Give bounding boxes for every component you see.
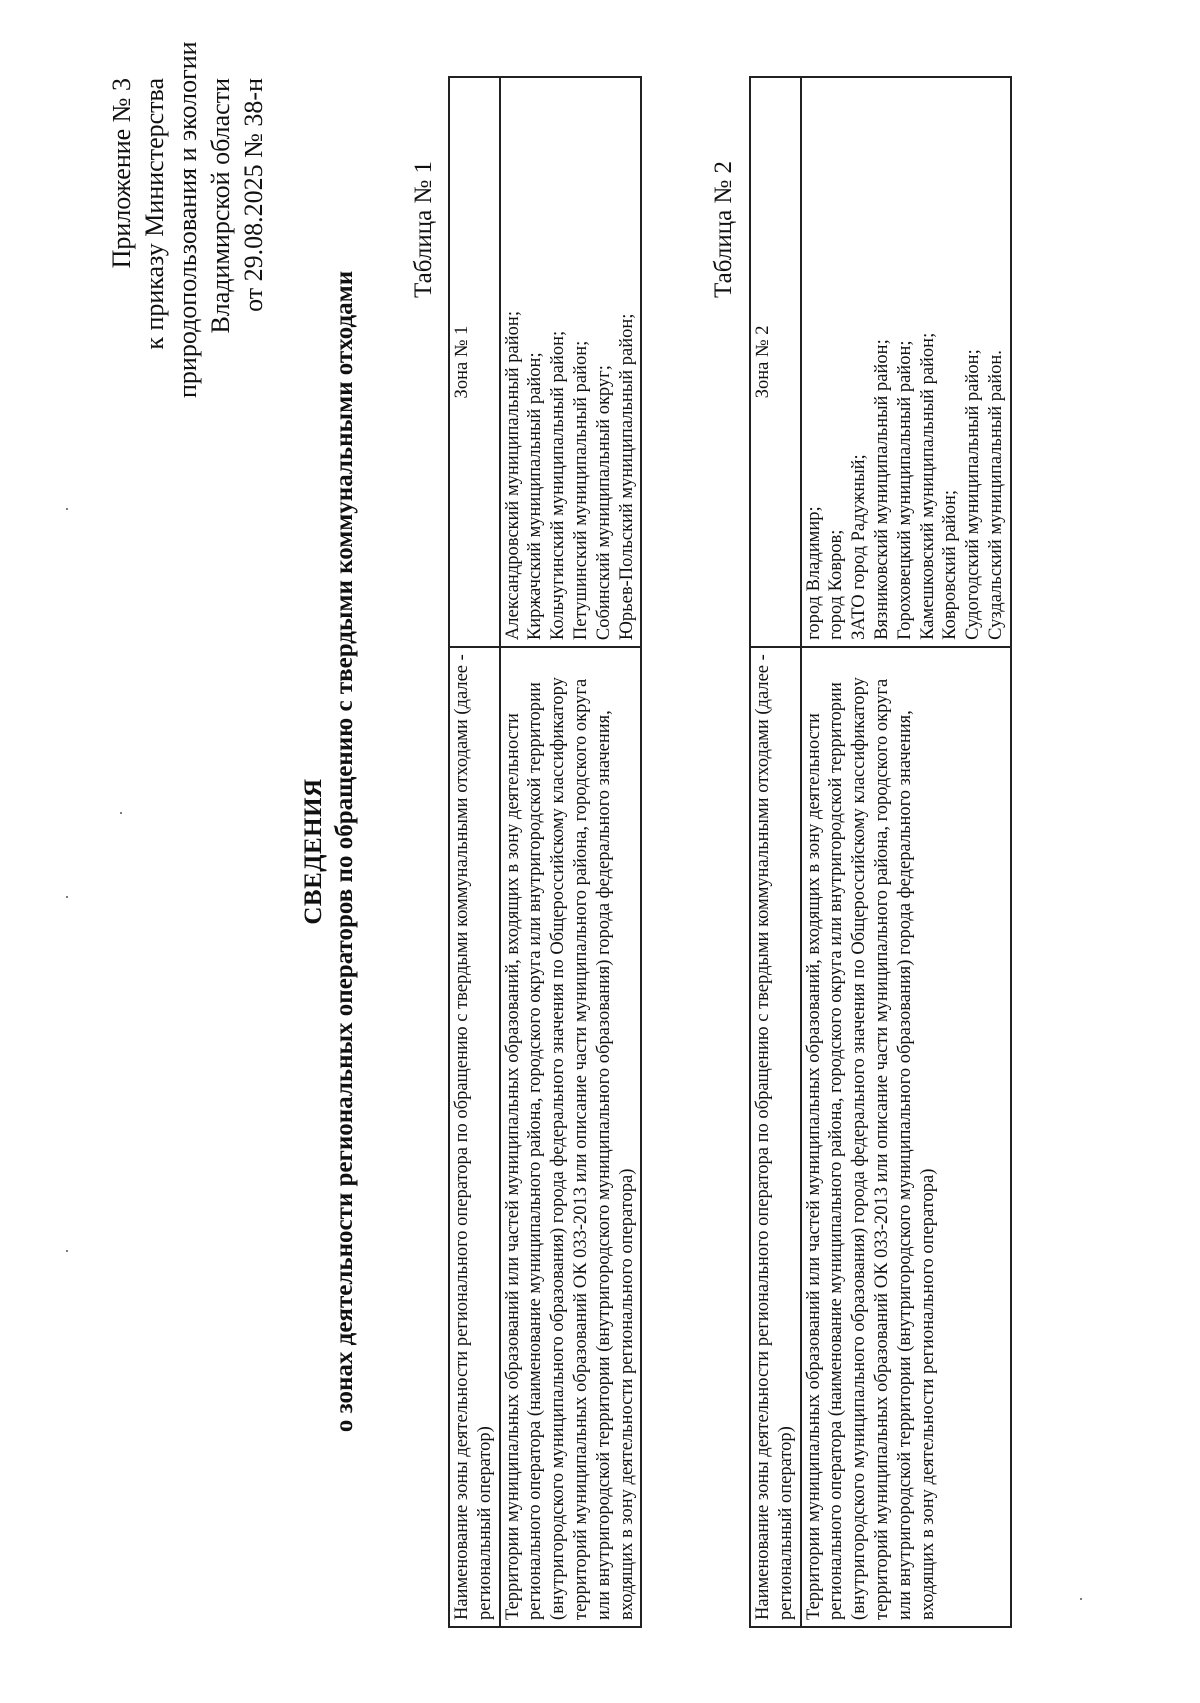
scan-speck	[120, 812, 122, 814]
list-item: Собинский муниципальный округ;	[593, 365, 614, 641]
list-item: Петушинский муниципальный район;	[570, 340, 591, 641]
list-item: город Владимир;	[803, 506, 824, 640]
list-item: Кольчугинский муниципальный район;	[548, 330, 569, 641]
appendix-line: от 29.08.2025 № 38-н	[239, 78, 268, 312]
scan-speck	[66, 896, 68, 898]
appendix-block	[105, 41, 270, 398]
zone-table-1	[448, 76, 642, 1628]
appendix-line: Приложение № 3	[107, 78, 136, 269]
list-item: город Ковров;	[826, 529, 847, 640]
document-title: СВЕДЕНИЯ	[300, 778, 327, 925]
list-item: Камешковский муниципальный район;	[917, 332, 938, 640]
zone-name-value: Зона № 1	[449, 77, 500, 647]
list-item: Юрьев-Польский муниципальный район;	[616, 313, 637, 641]
territories-header: Территории муниципальных образований или частей муниципальных образований, входящих в зону деятельности регионального оператора (наименование муниципального района, городского округа или внутригородской территории (внутригородского муниципального образования) города федерального значения по Общероссийскому классификатору территорий муниципальных образований ОК 033-2013 или описание части муниципального района, городского округа или внутригородской территории (внутригородского муниципального образования) города федерального значения, входящих в зону деятельности регионального оператора)	[801, 647, 1011, 1627]
zone-name-header: Наименование зоны деятельности регионального оператора по обращению с твердыми коммунальными отходами (далее - региональный оператор)	[449, 647, 500, 1627]
list-item: Суздальский муниципальный район.	[985, 350, 1006, 640]
appendix-line: природопользования и экологии	[173, 41, 202, 398]
zone-name-value: Зона № 2	[750, 77, 801, 647]
document-subtitle: о зонах деятельности региональных операторов по обращению с твердыми коммунальными отходами	[331, 270, 358, 1433]
scan-speck	[66, 508, 68, 510]
list-item: Ковровский район;	[940, 490, 961, 640]
table-row	[801, 77, 1011, 1627]
table-row	[500, 77, 642, 1627]
list-item: ЗАТО город Радужный;	[849, 454, 870, 640]
list-item: Судогодский муниципальный район;	[963, 349, 984, 640]
list-item: Киржачский муниципальный район;	[525, 352, 546, 641]
table-row	[750, 77, 801, 1627]
territories-list	[500, 77, 642, 647]
table-row	[449, 77, 500, 1627]
list-item: Александровский муниципальный район;	[502, 311, 523, 641]
scan-speck	[1080, 1598, 1082, 1600]
table-1-label: Таблица № 1	[410, 160, 437, 298]
territories-list	[801, 77, 1011, 647]
scan-speck	[66, 1250, 68, 1252]
appendix-line: Владимирской области	[206, 78, 235, 334]
zone-name-header: Наименование зоны деятельности регионального оператора по обращению с твердыми коммунальными отходами (далее - региональный оператор)	[750, 647, 801, 1627]
list-item: Вязниковский муниципальный район;	[871, 339, 892, 640]
list-item: Гороховецкий муниципальный район;	[894, 340, 915, 640]
appendix-line: к приказу Министерства	[140, 78, 169, 350]
zone-table-2	[749, 76, 1012, 1628]
territories-header: Территории муниципальных образований или частей муниципальных образований, входящих в зону деятельности регионального оператора (наименование муниципального района, городского округа или внутригородской территории (внутригородского муниципального образования) города федерального значения по Общероссийскому классификатору территорий муниципальных образований ОК 033-2013 или описание части муниципального района, городского округа или внутригородской территории (внутригородского муниципального образования) города федерального значения, входящих в зону деятельности регионального оператора)	[500, 647, 642, 1627]
table-2-label: Таблица № 2	[710, 160, 737, 298]
